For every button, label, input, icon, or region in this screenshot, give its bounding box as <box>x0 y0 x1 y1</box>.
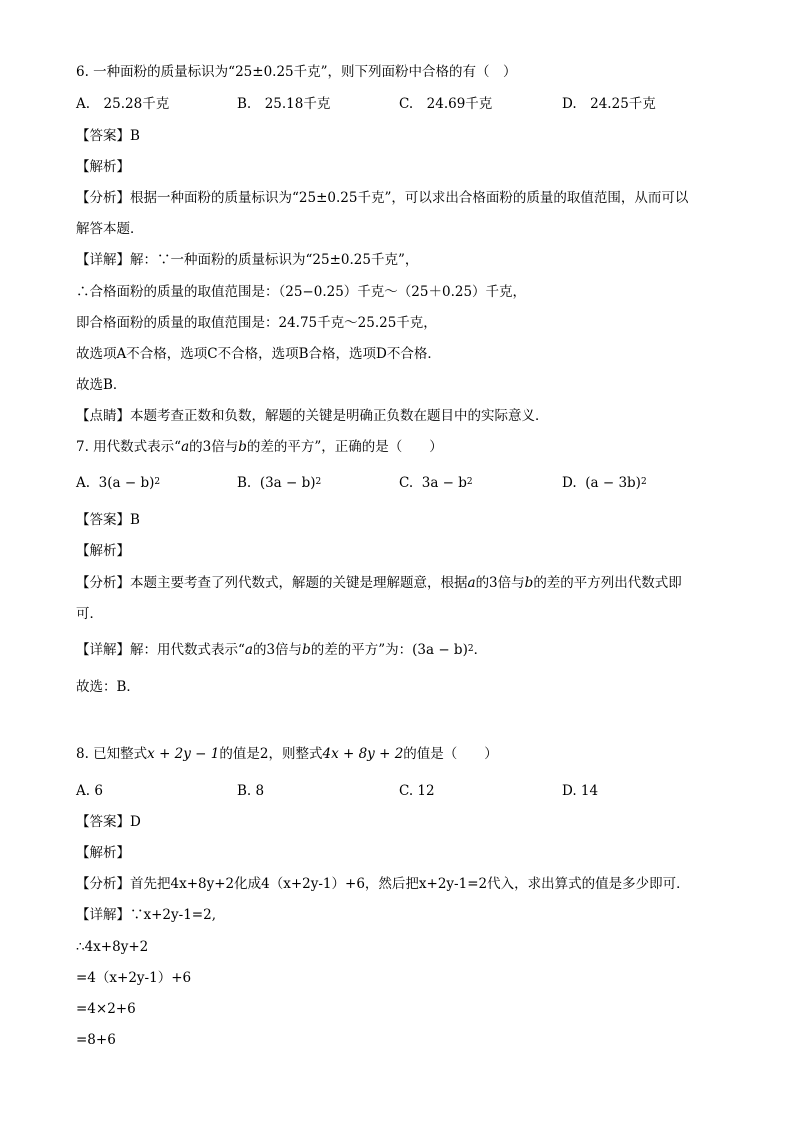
q7-option-c-expr: 3a − b <box>421 475 467 491</box>
q7-fenxi-part-a: 【分析】本题主要考查了列代数式，解题的关键是理解题意，根据 <box>76 575 468 591</box>
q8-xiangjie-line-1: 【详解】∵x+2y-1=2, <box>76 907 216 923</box>
q7-option-b <box>237 474 321 494</box>
q6-fenxi-line-1: 【分析】根据一种面粉的质量标识为“25±0.25千克”，可以求出合格面粉的质量的取值范围，从而可以 <box>76 190 689 206</box>
q7-option-d-expr: (a − 3b) <box>585 475 641 491</box>
q7-option-d <box>562 474 647 494</box>
q6-dianjing: 【点睛】本题考查正数和负数，解题的关键是明确正负数在题目中的实际意义． <box>76 408 549 424</box>
q7-analysis-title: 【解析】 <box>76 543 130 559</box>
q8-fenxi: 【分析】首先把4x+8y+2化成4（x+2y-1）+6，然后把x+2y-1=2代入，求出算式的值是多少即可． <box>76 876 690 892</box>
q7-xiangjie-line-2: 故选：B． <box>76 679 140 695</box>
q8-step-2: =4（x+2y-1）+6 <box>76 970 192 986</box>
q7-option-c-sup: 2 <box>466 477 473 487</box>
q6-option-d: D. 24.25千克 <box>562 96 656 112</box>
q6-analysis-title: 【解析】 <box>76 159 130 175</box>
q7-option-b-label: B. <box>237 475 252 491</box>
q7-xiangjie-var-a: a <box>244 642 253 658</box>
q6-option-c: C. 24.69千克 <box>399 96 493 112</box>
q7-fenxi-line-2: 可． <box>76 606 103 622</box>
q7-option-b-expr: (3a − b) <box>259 475 316 491</box>
q6-xiangjie-line-5: 故选B． <box>76 377 127 393</box>
q7-option-b-sup: 2 <box>315 477 322 487</box>
q7-xiangjie-part-b: 的3倍与 <box>252 642 303 658</box>
q8-stem-expr-1: x + 2y − 1 <box>147 746 220 762</box>
q7-option-c <box>399 474 473 494</box>
q6-fenxi-line-2: 解答本题． <box>76 221 144 237</box>
q8-stem <box>76 745 498 763</box>
q7-fenxi-part-b: 的3倍与 <box>475 575 525 591</box>
q8-answer: 【答案】D <box>76 814 141 830</box>
q7-option-d-label: D. <box>562 475 577 491</box>
q7-xiangjie-var-b: b <box>302 642 311 658</box>
q7-stem-part-1: 7. 用代数式表示“ <box>76 439 182 455</box>
q8-step-4: =8+6 <box>76 1032 116 1048</box>
q8-option-d: D. 14 <box>562 783 599 799</box>
q7-xiangjie-expr: (3a − b) <box>412 642 468 658</box>
q7-stem-part-3: 的差的平方”，正确的是（ ） <box>246 439 443 455</box>
q7-fenxi-line-1 <box>76 574 682 592</box>
q7-option-c-label: C. <box>399 475 414 491</box>
q8-stem-part-1: 8. 已知整式 <box>76 746 148 762</box>
q7-xiangjie-part-c: 的差的平方”为： <box>310 642 413 658</box>
q7-fenxi-var-b: b <box>524 575 534 591</box>
q7-stem <box>76 438 443 456</box>
q8-analysis-title: 【解析】 <box>76 845 130 861</box>
q8-step-1: ∴4x+8y+2 <box>76 939 149 955</box>
q8-option-a: A. 6 <box>76 783 103 799</box>
q6-stem: 6. 一种面粉的质量标识为“25±0.25千克”，则下列面粉中合格的有（ ） <box>76 64 517 80</box>
q7-stem-part-2: 的3倍与 <box>189 439 239 455</box>
q6-option-b: B. 25.18千克 <box>237 96 331 112</box>
q8-stem-part-2: 的值是2，则整式 <box>219 746 323 762</box>
q7-xiangjie-end: ． <box>473 642 488 658</box>
q7-option-a-expr: 3(a − b) <box>98 475 155 491</box>
q6-answer: 【答案】B <box>76 128 140 144</box>
q7-option-a <box>76 474 160 494</box>
q7-option-d-sup: 2 <box>640 477 647 487</box>
q7-xiangjie-sup: 2 <box>467 644 474 654</box>
q6-xiangjie-line-4: 故选项A不合格，选项C不合格，选项B合格，选项D不合格． <box>76 346 441 362</box>
q8-option-c: C. 12 <box>399 783 435 799</box>
q7-fenxi-var-a: a <box>467 575 476 591</box>
q8-step-3: =4×2+6 <box>76 1001 136 1017</box>
q6-xiangjie-line-3: 即合格面粉的质量的取值范围是：24.75千克～25.25千克， <box>76 315 437 331</box>
q6-xiangjie-line-1: 【详解】解：∵一种面粉的质量标识为“25±0.25千克”， <box>76 252 419 268</box>
q7-option-a-sup: 2 <box>154 477 161 487</box>
q7-xiangjie-part-a: 【详解】解：用代数式表示“ <box>76 642 245 658</box>
q6-option-a: A. 25.28千克 <box>76 96 170 112</box>
q7-fenxi-part-c: 的差的平方列出代数式即 <box>533 575 682 591</box>
q8-stem-expr-2: 4x + 8y + 2 <box>322 746 404 762</box>
q7-stem-var-b: b <box>238 439 247 455</box>
q7-stem-var-a: a <box>181 439 190 455</box>
q7-xiangjie-line-1 <box>76 641 487 661</box>
q8-option-b: B. 8 <box>237 783 265 799</box>
q8-stem-part-3: 的值是（ ） <box>403 746 498 762</box>
q7-option-a-label: A. <box>76 475 91 491</box>
q7-answer: 【答案】B <box>76 512 140 528</box>
q6-xiangjie-line-2: ∴合格面粉的质量的取值范围是：（25−0.25）千克～（25＋0.25）千克， <box>76 284 527 300</box>
